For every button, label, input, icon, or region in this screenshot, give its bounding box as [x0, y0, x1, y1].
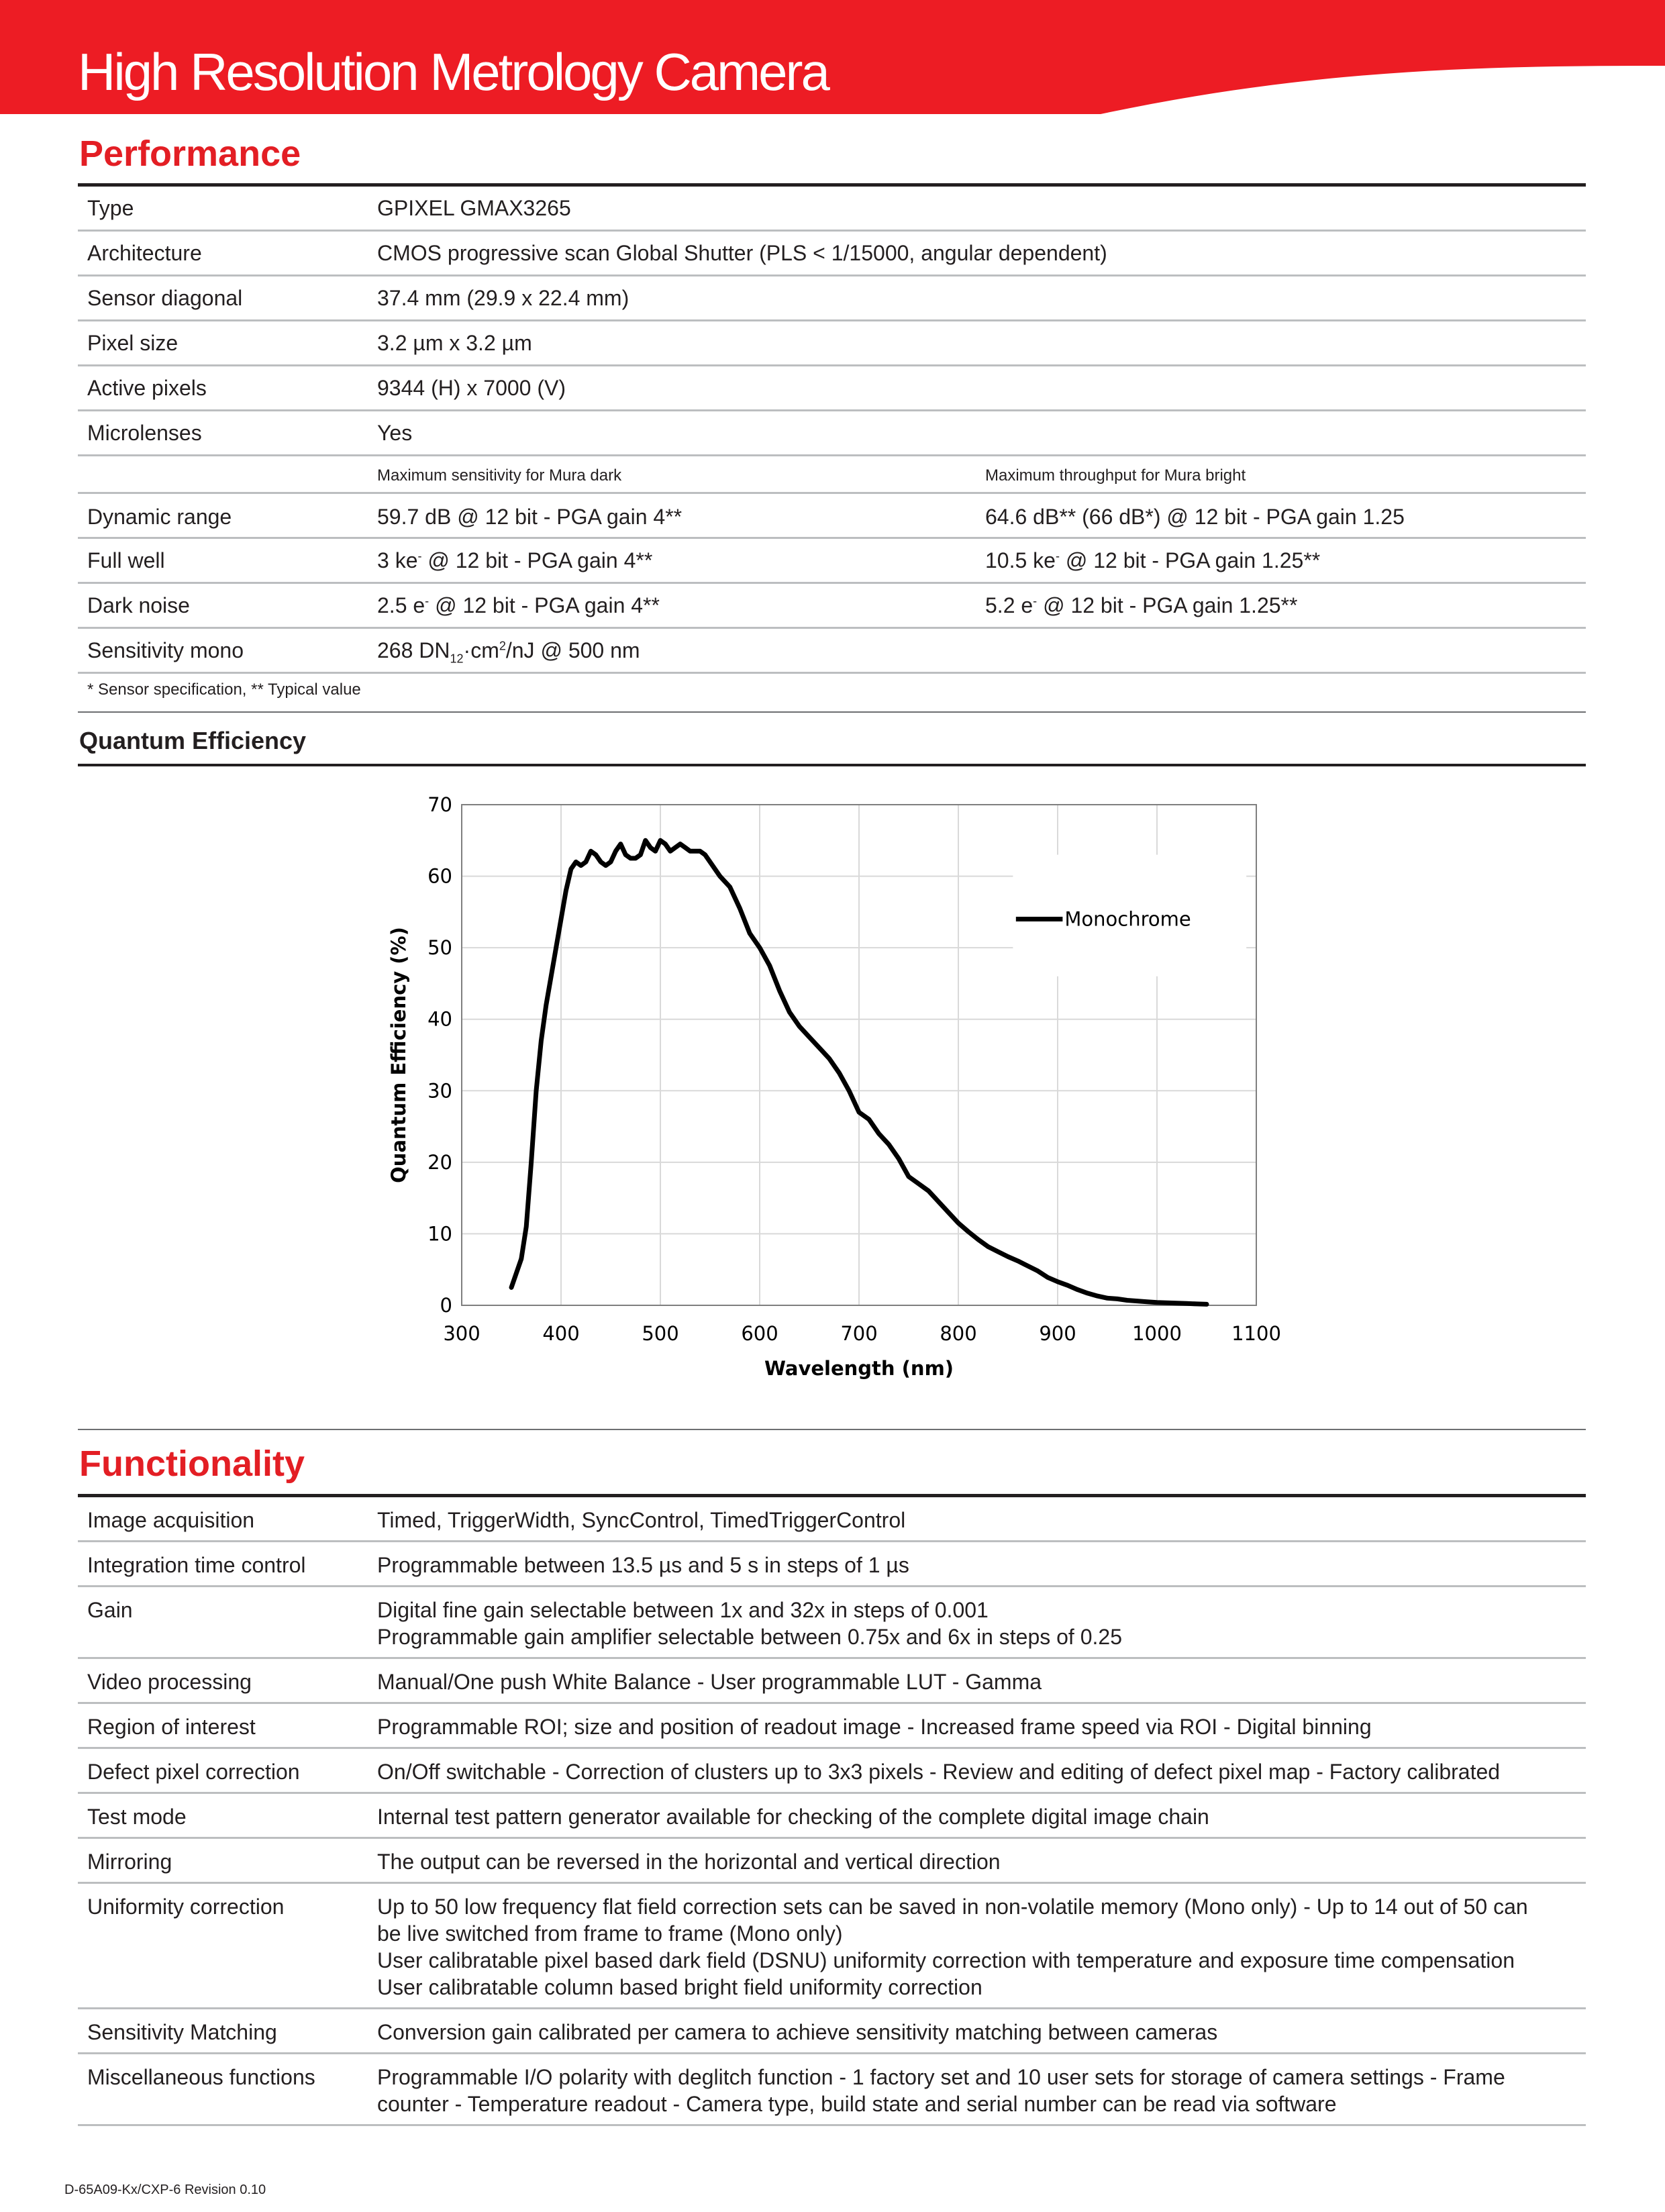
spec-label: Microlenses [87, 421, 202, 445]
value-text: /nJ @ 500 nm [505, 638, 640, 662]
spec-label: Dark noise [87, 593, 190, 617]
performance-table [78, 187, 1586, 674]
spec-label: Dynamic range [87, 505, 232, 529]
spec-label: Integration time control [87, 1553, 306, 1577]
x-tick-label: 1100 [1231, 1322, 1281, 1345]
spec-value-dark [377, 547, 652, 574]
spec-label: Image acquisition [87, 1508, 255, 1532]
spec-value-line: be live switched from frame to frame (Mono only) [377, 1921, 843, 1946]
x-tick-label: 700 [840, 1322, 878, 1345]
qe-chart [376, 789, 1295, 1393]
y-tick-label: 30 [427, 1079, 452, 1103]
mode-header-dark: Maximum sensitivity for Mura dark [377, 466, 622, 485]
value-text: 2.5 e [377, 593, 425, 617]
header-band [0, 0, 1665, 114]
table-row [78, 1884, 1586, 2009]
spec-value: 9344 (H) x 7000 (V) [377, 376, 566, 400]
spec-value-line: Manual/One push White Balance - User programmable LUT - Gamma [377, 1670, 1042, 1694]
spec-value-line: Programmable between 13.5 µs and 5 s in steps of 1 µs [377, 1553, 909, 1577]
table-row [78, 2009, 1586, 2054]
spec-value-line: User calibratable pixel based dark field (DSNU) uniformity correction with temperature and exposure time compensation [377, 1948, 1515, 1972]
mode-header-row [78, 456, 1586, 494]
superscript: 2 [499, 639, 506, 653]
table-row [78, 584, 1586, 629]
x-tick-label: 800 [940, 1322, 977, 1345]
spec-value [377, 637, 640, 664]
value-text: ·cm [463, 638, 499, 662]
value-text: @ 12 bit - PGA gain 1.25** [1059, 548, 1321, 572]
functionality-heading: Functionality [79, 1444, 305, 1484]
spec-value-line: counter - Temperature readout - Camera type, build state and serial number can be read via software [377, 2092, 1337, 2116]
x-axis-label: Wavelength (nm) [764, 1357, 954, 1380]
value-text: 5.2 e [985, 593, 1033, 617]
spec-value-dark: 59.7 dB @ 12 bit - PGA gain 4** [377, 505, 683, 529]
table-row [78, 1542, 1586, 1587]
spec-value: Yes [377, 421, 413, 445]
spec-label: Region of interest [87, 1715, 256, 1739]
table-row [78, 276, 1586, 321]
x-tick-label: 600 [741, 1322, 778, 1345]
superscript: - [1033, 594, 1038, 608]
footnote: * Sensor specification, ** Typical value [87, 681, 361, 699]
spec-value: GPIXEL GMAX3265 [377, 196, 571, 220]
spec-label: Pixel size [87, 331, 179, 355]
spec-value-line: Timed, TriggerWidth, SyncControl, TimedTriggerControl [377, 1508, 906, 1532]
table-row [78, 494, 1586, 539]
table-row [78, 1587, 1586, 1659]
spec-value-dark [377, 592, 660, 619]
spec-value-bright [985, 547, 1320, 574]
spec-value-line: Digital fine gain selectable between 1x and 32x in steps of 0.001 [377, 1598, 989, 1622]
table-row [78, 1839, 1586, 1884]
spec-value: CMOS progressive scan Global Shutter (PLS < 1/15000, angular dependent) [377, 241, 1107, 265]
spec-value: 37.4 mm (29.9 x 22.4 mm) [377, 286, 629, 310]
subscript: 12 [450, 652, 464, 666]
spec-label: Type [87, 196, 134, 220]
legend-label: Monochrome [1064, 907, 1191, 931]
spec-value-line: On/Off switchable - Correction of clusters up to 3x3 pixels - Review and editing of defect pixel map - Factory calibrated [377, 1760, 1501, 1784]
functionality-table [78, 1497, 1586, 2126]
spec-label: Gain [87, 1598, 133, 1622]
spec-value-line: Conversion gain calibrated per camera to achieve sensitivity matching between cameras [377, 2020, 1218, 2044]
spec-label: Full well [87, 548, 165, 572]
table-row [78, 187, 1586, 232]
table-row [78, 1794, 1586, 1839]
spec-value-line: Programmable I/O polarity with deglitch function - 1 factory set and 10 user sets for storage of camera settings - Frame [377, 2065, 1505, 2089]
spec-value-bright [985, 592, 1297, 619]
table-row [78, 366, 1586, 411]
spec-label: Active pixels [87, 376, 207, 400]
qe-top-divider [78, 711, 1586, 713]
table-row [78, 411, 1586, 456]
table-row [78, 1659, 1586, 1704]
x-tick-labels [443, 1322, 1281, 1345]
spec-value-bright: 64.6 dB** (66 dB*) @ 12 bit - PGA gain 1.25 [985, 505, 1405, 529]
y-tick-label: 70 [427, 793, 452, 816]
spec-label: Mirroring [87, 1850, 172, 1874]
value-text: @ 12 bit - PGA gain 4** [421, 548, 653, 572]
value-text: @ 12 bit - PGA gain 1.25** [1037, 593, 1298, 617]
table-row [78, 539, 1586, 584]
spec-value: 3.2 µm x 3.2 µm [377, 331, 532, 355]
spec-label: Test mode [87, 1805, 187, 1829]
table-row [78, 1749, 1586, 1794]
spec-value-line: Internal test pattern generator available for checking of the complete digital image chain [377, 1805, 1209, 1829]
y-tick-label: 60 [427, 864, 452, 888]
y-axis-label: Quantum Efficiency (%) [387, 927, 410, 1183]
y-tick-label: 10 [427, 1222, 452, 1246]
mode-header-bright: Maximum throughput for Mura bright [985, 466, 1246, 485]
spec-label: Miscellaneous functions [87, 2065, 315, 2089]
spec-label: Sensitivity mono [87, 638, 244, 662]
spec-value-line: The output can be reversed in the horizontal and vertical direction [377, 1850, 1001, 1874]
value-text: 268 DN [377, 638, 450, 662]
superscript: - [417, 549, 422, 563]
x-tick-label: 900 [1039, 1322, 1076, 1345]
x-tick-label: 400 [542, 1322, 580, 1345]
value-text: @ 12 bit - PGA gain 4** [429, 593, 660, 617]
table-row [78, 629, 1586, 674]
x-tick-label: 500 [642, 1322, 679, 1345]
table-row [78, 1704, 1586, 1749]
superscript: - [1055, 549, 1060, 563]
table-row [78, 1497, 1586, 1542]
spec-label: Uniformity correction [87, 1895, 285, 1919]
value-text: 3 ke [377, 548, 418, 572]
spec-value-line: User calibratable column based bright field uniformity correction [377, 1975, 982, 1999]
x-tick-label: 300 [443, 1322, 481, 1345]
spec-label: Video processing [87, 1670, 252, 1694]
y-tick-label: 20 [427, 1150, 452, 1174]
document-code: D-65A09-Kx/CXP-6 Revision 0.10 [64, 2182, 266, 2197]
y-tick-label: 40 [427, 1007, 452, 1031]
table-row [78, 321, 1586, 366]
spec-value-line: Programmable ROI; size and position of readout image - Increased frame speed via ROI - Digital binning [377, 1715, 1372, 1739]
table-row [78, 2054, 1586, 2126]
x-tick-label: 1000 [1132, 1322, 1182, 1345]
spec-label: Architecture [87, 241, 202, 265]
spec-label: Sensitivity Matching [87, 2020, 277, 2044]
y-tick-label: 50 [427, 936, 452, 960]
qe-heading-rule [78, 764, 1586, 766]
y-tick-labels [427, 793, 452, 1317]
spec-value-line: Programmable gain amplifier selectable between 0.75x and 6x in steps of 0.25 [377, 1625, 1122, 1649]
spec-label: Defect pixel correction [87, 1760, 300, 1784]
superscript: - [425, 594, 430, 608]
qe-heading: Quantum Efficiency [79, 727, 307, 754]
spec-label: Sensor diagonal [87, 286, 243, 310]
performance-heading: Performance [79, 134, 301, 174]
functionality-top-divider [78, 1429, 1586, 1430]
spec-value-line: Up to 50 low frequency flat field correction sets can be saved in non-volatile memory (Mono only) - Up to 14 out of 50 can [377, 1895, 1528, 1919]
y-tick-label: 0 [440, 1294, 452, 1317]
value-text: 10.5 ke [985, 548, 1056, 572]
page-title: High Resolution Metrology Camera [78, 42, 828, 101]
table-row [78, 232, 1586, 276]
